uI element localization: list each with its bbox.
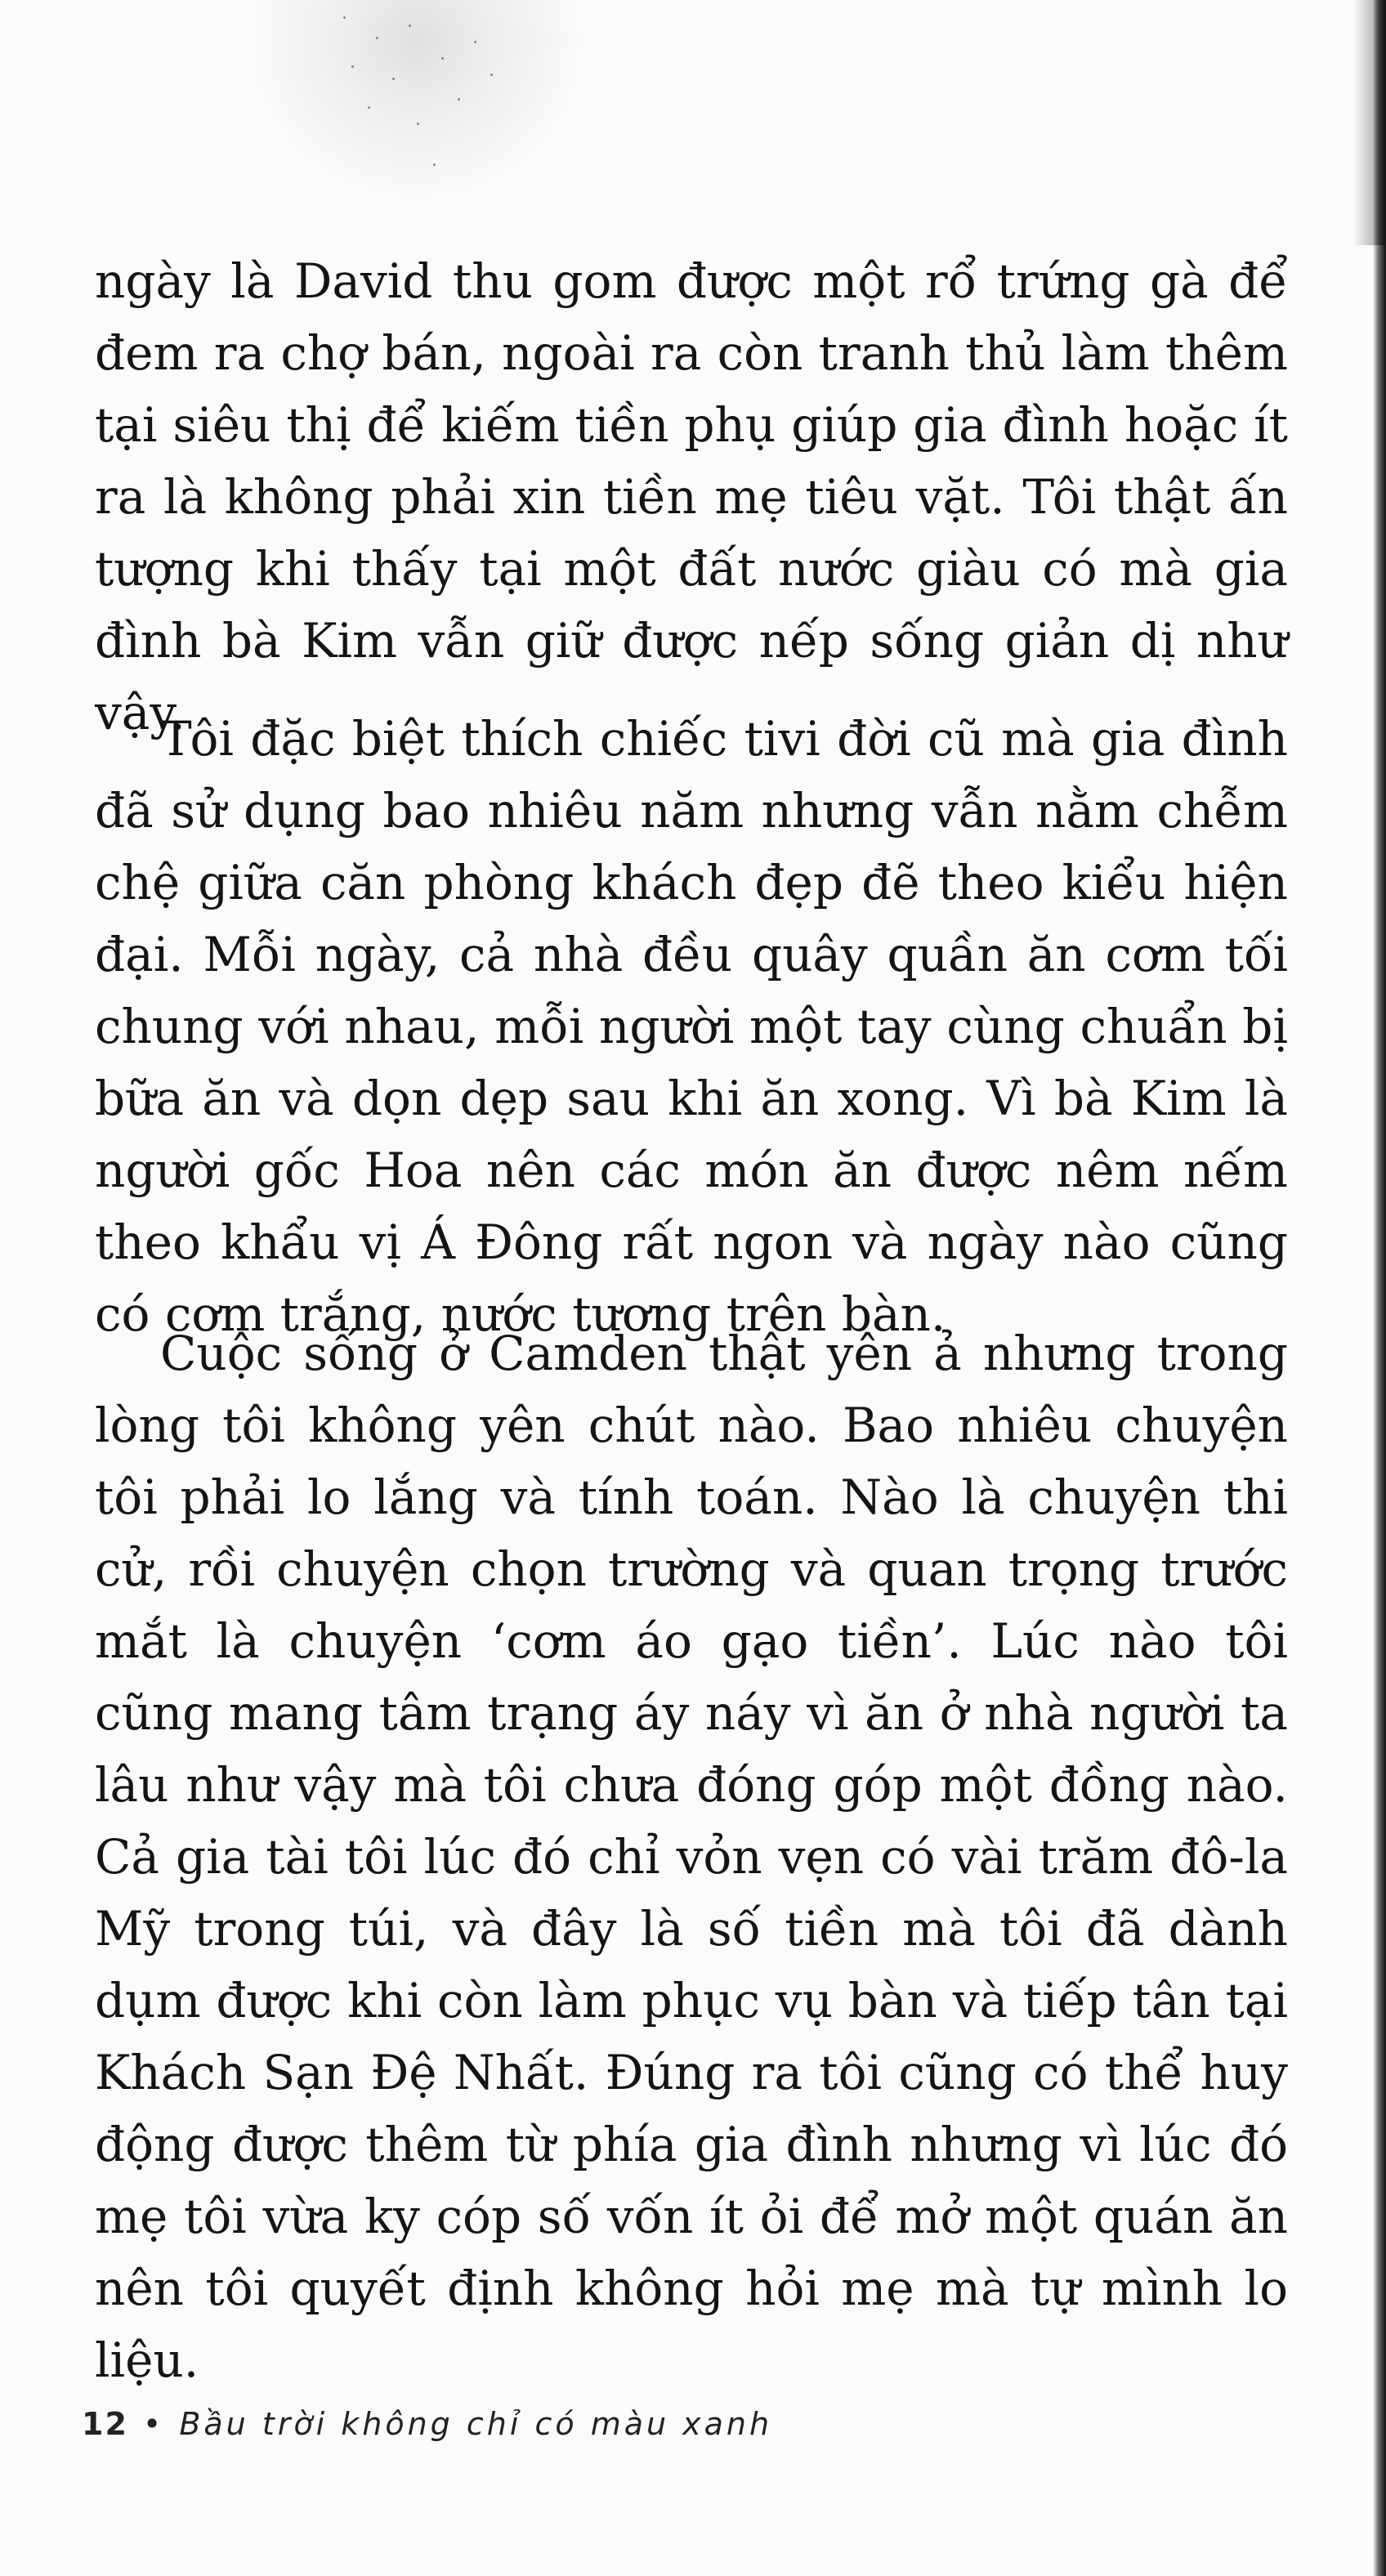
paragraph-3: Cuộc sống ở Camden thật yên ả nhưng trong lòng tôi không yên chút nào. Bao nhiêu chuyện tôi phải lo lắng và tính toán. Nào là chuyện thi cử, rồi chuyện chọn trường và quan trọng trước mắt là chuyện ‘cơm áo gạo tiền’. Lúc nào tôi cũng mang tâm trạng áy náy vì ăn ở nhà người ta lâu như vậy mà tôi chưa đóng góp một đồng nào. Cả gia tài tôi lúc đó chỉ vỏn vẹn có vài trăm đô-la Mỹ trong túi, và đây là số tiền mà tôi đã dành dụm được khi còn làm phục vụ bàn và tiếp tân tại Khách Sạn Đệ Nhất. Đúng ra tôi cũng có thể huy động được thêm từ phía gia đình nhưng vì lúc đó mẹ tôi vừa ky cóp số vốn ít ỏi để mở một quán ăn nên tôi quyết định không hỏi mẹ mà tự mình lo liệu. bbox=[95, 1326, 1288, 2388]
print-speckle-decoration bbox=[245, 0, 588, 204]
paragraph-1: ngày là David thu gom được một rổ trứng gà để đem ra chợ bán, ngoài ra còn tranh thủ làm thêm tại siêu thị để kiếm tiền phụ giúp gia đình hoặc ít ra là không phải xin tiền mẹ tiêu vặt. Tôi thật ấn tượng khi thấy tại một đất nước giàu có mà gia đình bà Kim vẫn giữ được nếp sống giản dị như vậy. bbox=[95, 253, 1288, 740]
page-edge-shadow bbox=[1373, 0, 1386, 2576]
footer-separator: • bbox=[142, 2406, 165, 2442]
book-title: Bầu trời không chỉ có màu xanh bbox=[179, 2406, 773, 2442]
page-number: 12 bbox=[82, 2406, 128, 2442]
page-footer bbox=[82, 2406, 772, 2442]
paragraph-2: Tôi đặc biệt thích chiếc tivi đời cũ mà gia đình đã sử dụng bao nhiêu năm nhưng vẫn nằm chễm chệ giữa căn phòng khách đẹp đẽ theo kiểu hiện đại. Mỗi ngày, cả nhà đều quây quần ăn cơm tối chung với nhau, mỗi người một tay cùng chuẩn bị bữa ăn và dọn dẹp sau khi ăn xong. Vì bà Kim là người gốc Hoa nên các món ăn được nêm nếm theo khẩu vị Á Đông rất ngon và ngày nào cũng có cơm trắng, nước tương trên bàn. bbox=[95, 711, 1288, 1342]
